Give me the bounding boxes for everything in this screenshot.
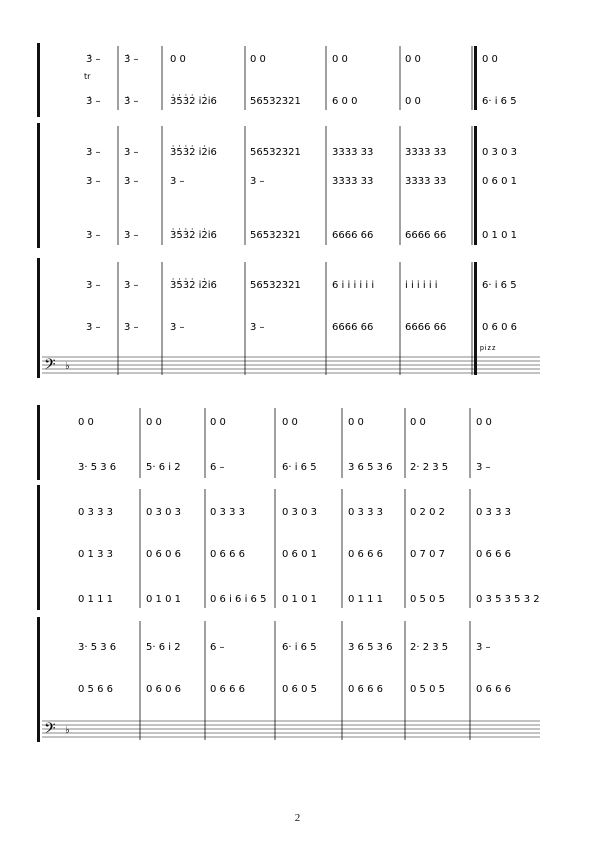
measure-cell: 56532321 <box>250 280 301 291</box>
measure-cell: 3̇ – <box>86 96 101 107</box>
measure-cell: 0 0 <box>250 54 266 65</box>
group-bracket <box>37 123 40 248</box>
measure-cell: 0 0 <box>282 417 298 428</box>
measure-cell: 0 1 1 1 <box>78 594 113 605</box>
measure-cell: 6 i i i i i i <box>332 280 375 291</box>
measure-cell: 3̇ – <box>124 54 139 65</box>
measure-cell: 3 – <box>86 280 101 291</box>
measure-cell: 0 2 0 2 <box>410 507 445 518</box>
measure-cell: 6666 66 <box>332 230 374 241</box>
pizz-mark: pizz <box>480 345 497 352</box>
measure-cell: 3 – <box>124 280 139 291</box>
measure-cell: 3̇ – <box>124 96 139 107</box>
measure-cell: i i i i i i <box>405 280 438 291</box>
measure-cell: 0 6 0 1 <box>282 549 317 560</box>
measure-cell: 3̇5̇3̇2̇ i2̇i6 <box>170 96 217 107</box>
measure-cell: 0 6 6 6 <box>348 549 383 560</box>
measure-cell: 3 – <box>170 176 185 187</box>
measure-cell: 3̇5̇3̇2̇ i2̇i6 <box>170 230 217 241</box>
measure-cell: 0 0 <box>405 96 421 107</box>
measure-cell: 3 – <box>250 322 265 333</box>
measure-cell: 0 3 3 3 <box>78 507 113 518</box>
measure-cell: 3 – <box>124 147 139 158</box>
group-bracket <box>37 405 40 480</box>
measure-cell: 3· 5 3 6 <box>78 642 117 653</box>
measure-cell: 3 – <box>86 322 101 333</box>
measure-cell: 0 0 <box>210 417 226 428</box>
measure-cell: 56532321 <box>250 230 301 241</box>
bass-clef-icon: 𝄢 <box>44 356 56 377</box>
bass-clef-icon: 𝄢 <box>44 720 56 741</box>
group-bracket <box>37 485 40 610</box>
measure-cell: 3333 33 <box>405 176 447 187</box>
measure-cell: 0 3 3 3 <box>476 507 511 518</box>
measure-cell: 0 6 6 6 <box>476 684 511 695</box>
measure-cell: 0 0 <box>332 54 348 65</box>
measure-cell: 6· i 6 5 <box>282 642 317 653</box>
measure-cell: 3̇5̇3̇2̇ i2̇i6 <box>170 280 217 291</box>
measure-cell: 6 – <box>210 642 225 653</box>
measure-cell: 6 – <box>210 462 225 473</box>
measure-cell: 0 6 0 6 <box>146 549 181 560</box>
group-bracket <box>37 617 40 742</box>
measure-cell: 56532321 <box>250 96 301 107</box>
measure-cell: 0 6 0 5 <box>282 684 317 695</box>
measure-cell: 2· 2 3 5 <box>410 462 449 473</box>
measure-cell: 0 6 6 6 <box>210 684 245 695</box>
measure-cell: 3̇ – <box>86 54 101 65</box>
system-1-rows <box>86 53 517 333</box>
measure-cell: 5· 6 i 2 <box>146 642 181 653</box>
measure-cell: 0 6 6 6 <box>348 684 383 695</box>
flat-icon: ♭ <box>65 361 70 372</box>
measure-cell: 0 0 <box>405 54 421 65</box>
measure-cell: 3· 5 3 6 <box>78 462 117 473</box>
measure-cell: 3 – <box>86 230 101 241</box>
measure-cell: 0 3 3 3 <box>210 507 245 518</box>
measure-cell: 3 – <box>86 147 101 158</box>
measure-cell: 6· i 6 5 <box>482 280 517 291</box>
measure-cell: 3333 33 <box>332 176 374 187</box>
measure-cell: 6666 66 <box>405 230 447 241</box>
measure-cell: 0 5 0 5 <box>410 684 445 695</box>
measure-cell: 0 1 0 1 <box>146 594 181 605</box>
measure-cell: 0 6 0 1 <box>482 176 517 187</box>
measure-cell: 0 7 0 7 <box>410 549 445 560</box>
trill-mark: tr <box>84 72 91 81</box>
measure-cell: 0 3 5 3 5 3 2 <box>476 594 540 605</box>
measure-cell: 0 6 0 6 <box>146 684 181 695</box>
measure-cell: 3 6 5 3 6 <box>348 462 393 473</box>
measure-cell: 3 6 5 3 6 <box>348 642 393 653</box>
measure-cell: 6· i 6 5 <box>482 96 517 107</box>
measure-cell: 0 6 i 6 i 6 5 <box>210 594 267 605</box>
measure-cell: 3 – <box>170 322 185 333</box>
measure-cell: 0 1 0 1 <box>482 230 517 241</box>
measure-cell: 6 0 0 <box>332 96 358 107</box>
measure-cell: 6666 66 <box>405 322 447 333</box>
group-bracket <box>37 43 40 117</box>
system-2 <box>37 405 540 742</box>
measure-cell: 0 3 0 3 <box>482 147 517 158</box>
measure-cell: 3 – <box>124 322 139 333</box>
measure-cell: 3 – <box>476 642 491 653</box>
measure-cell: 0 0 <box>78 417 94 428</box>
group-bracket <box>37 258 40 378</box>
measure-cell: 3 – <box>86 176 101 187</box>
measure-cell: 3 – <box>124 176 139 187</box>
measure-cell: 6666 66 <box>332 322 374 333</box>
measure-cell: 0 0 <box>170 54 186 65</box>
measure-cell: 0 6 0 6 <box>482 322 517 333</box>
measure-cell: 0 6 6 6 <box>210 549 245 560</box>
measure-cell: 0 0 <box>476 417 492 428</box>
measure-cell: 3 – <box>250 176 265 187</box>
system-1 <box>37 43 540 378</box>
measure-cell: 0 5 6 6 <box>78 684 113 695</box>
measure-cell: 3333 33 <box>332 147 374 158</box>
bass-staff <box>42 357 540 373</box>
measure-cell: 0 0 <box>482 54 498 65</box>
measure-cell: 0 6 6 6 <box>476 549 511 560</box>
measure-cell: 5· 6 i 2 <box>146 462 181 473</box>
measure-cell: 0 3 3 3 <box>348 507 383 518</box>
measure-cell: 0 1 0 1 <box>282 594 317 605</box>
measure-cell: 0 0 <box>146 417 162 428</box>
measure-cell: 0 1 3 3 <box>78 549 113 560</box>
measure-cell: 0 5 0 5 <box>410 594 445 605</box>
measure-cell: 3333 33 <box>405 147 447 158</box>
measure-cell: 0 0 <box>410 417 426 428</box>
measure-cell: 3 – <box>124 230 139 241</box>
measure-cell: 0 1 1 1 <box>348 594 383 605</box>
measure-cell: 56532321 <box>250 147 301 158</box>
measure-cell: 0 0 <box>348 417 364 428</box>
bass-staff <box>42 721 540 737</box>
page-number: 2 <box>294 812 301 824</box>
measure-cell: 6· i 6 5 <box>282 462 317 473</box>
measure-cell: 2· 2 3 5 <box>410 642 449 653</box>
measure-cell: 0 3 0 3 <box>282 507 317 518</box>
measure-cell: 3 – <box>476 462 491 473</box>
measure-cell: 0 3 0 3 <box>146 507 181 518</box>
measure-cell: 3̇5̇3̇2̇ i2̇i6 <box>170 147 217 158</box>
flat-icon: ♭ <box>65 725 70 736</box>
